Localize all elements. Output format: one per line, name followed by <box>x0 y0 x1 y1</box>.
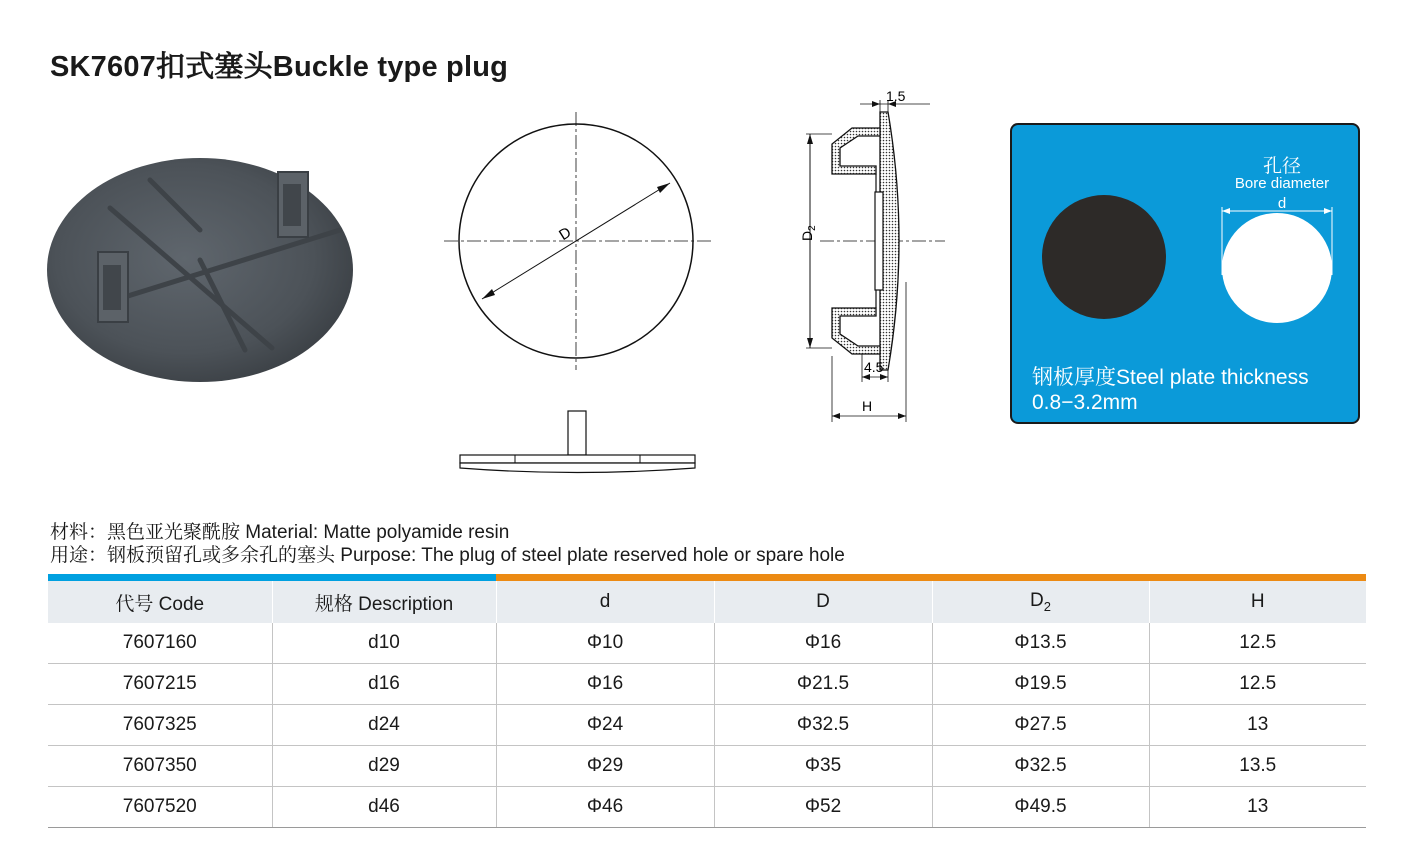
cell-description: d16 <box>272 664 496 705</box>
cell-d: Φ29 <box>496 746 714 787</box>
notes <box>50 521 845 567</box>
table-row <box>48 705 1366 746</box>
cell-h: 13 <box>1149 787 1366 828</box>
dim-4-5-label: 4.5 <box>864 359 884 375</box>
accent-bar-orange <box>496 574 1366 581</box>
table-row <box>48 623 1366 664</box>
cell-d2: Φ13.5 <box>932 623 1149 664</box>
table-row <box>48 746 1366 787</box>
cell-big-d: Φ52 <box>714 787 932 828</box>
cell-d: Φ10 <box>496 623 714 664</box>
cell-description: d46 <box>272 787 496 828</box>
table-row <box>48 664 1366 705</box>
header-d: d <box>496 581 714 623</box>
bore-label-en: Bore diameter <box>1234 175 1330 192</box>
clip-right <box>278 172 308 237</box>
bore-label-d: d <box>1277 195 1287 212</box>
cell-big-d: Φ32.5 <box>714 705 932 746</box>
cell-d: Φ16 <box>496 664 714 705</box>
material-note: 材料：黑色亚光聚酰胺 Material: Matte polyamide resin <box>50 522 510 543</box>
cell-d2: Φ49.5 <box>932 787 1149 828</box>
header-d2: $D_2$ <box>932 581 1149 623</box>
header-code: 代号 Code <box>48 581 272 623</box>
cell-d2: Φ19.5 <box>932 664 1149 705</box>
cell-code: 7607350 <box>48 746 272 787</box>
cell-code: 7607160 <box>48 623 272 664</box>
dim-1-5-label: 1.5 <box>886 88 906 104</box>
clip-left <box>98 252 128 322</box>
cell-big-d: Φ16 <box>714 623 932 664</box>
accent-bar-blue <box>48 574 496 581</box>
plug-disc <box>1042 195 1166 319</box>
bore-label-cn: 孔径 <box>1262 156 1301 177</box>
bore-hole <box>1222 213 1332 323</box>
dim-d2-label: $D_2$ <box>799 225 818 241</box>
cell-h: 12.5 <box>1149 623 1366 664</box>
header-description: 规格 Description <box>272 581 496 623</box>
cell-h: 12.5 <box>1149 664 1366 705</box>
cell-d: Φ24 <box>496 705 714 746</box>
cell-description: d29 <box>272 746 496 787</box>
side-view-drawing <box>440 395 710 485</box>
dim-d-label: D <box>556 223 575 244</box>
dim-h-label: H <box>862 398 873 414</box>
page-title: SK7607扣式塞头Buckle type plug <box>50 51 509 83</box>
cell-code: 7607520 <box>48 787 272 828</box>
purpose-note: 用途：钢板预留孔或多余孔的塞头 Purpose: The plug of steel plate reserved hole or spare hole <box>50 545 845 566</box>
spec-table <box>48 581 1366 828</box>
cell-description: d24 <box>272 705 496 746</box>
front-view-drawing <box>430 110 730 370</box>
cell-d: Φ46 <box>496 787 714 828</box>
product-photo <box>40 150 370 390</box>
cell-d2: Φ32.5 <box>932 746 1149 787</box>
steel-thickness <box>1032 365 1309 415</box>
cell-big-d: Φ35 <box>714 746 932 787</box>
header-big-d: D <box>714 581 932 623</box>
table-row <box>48 787 1366 828</box>
thickness-label: 钢板厚度Steel plate thickness <box>1032 366 1309 389</box>
section-drawing <box>780 82 960 427</box>
cell-code: 7607325 <box>48 705 272 746</box>
thickness-range: 0.8−3.2mm <box>1032 391 1138 414</box>
cell-description: d10 <box>272 623 496 664</box>
cell-code: 7607215 <box>48 664 272 705</box>
table-header-row <box>48 581 1366 623</box>
cell-d2: Φ27.5 <box>932 705 1149 746</box>
cell-big-d: Φ21.5 <box>714 664 932 705</box>
cell-h: 13.5 <box>1149 746 1366 787</box>
header-h: H <box>1149 581 1366 623</box>
bore-diameter-panel <box>1010 123 1360 424</box>
cell-h: 13 <box>1149 705 1366 746</box>
